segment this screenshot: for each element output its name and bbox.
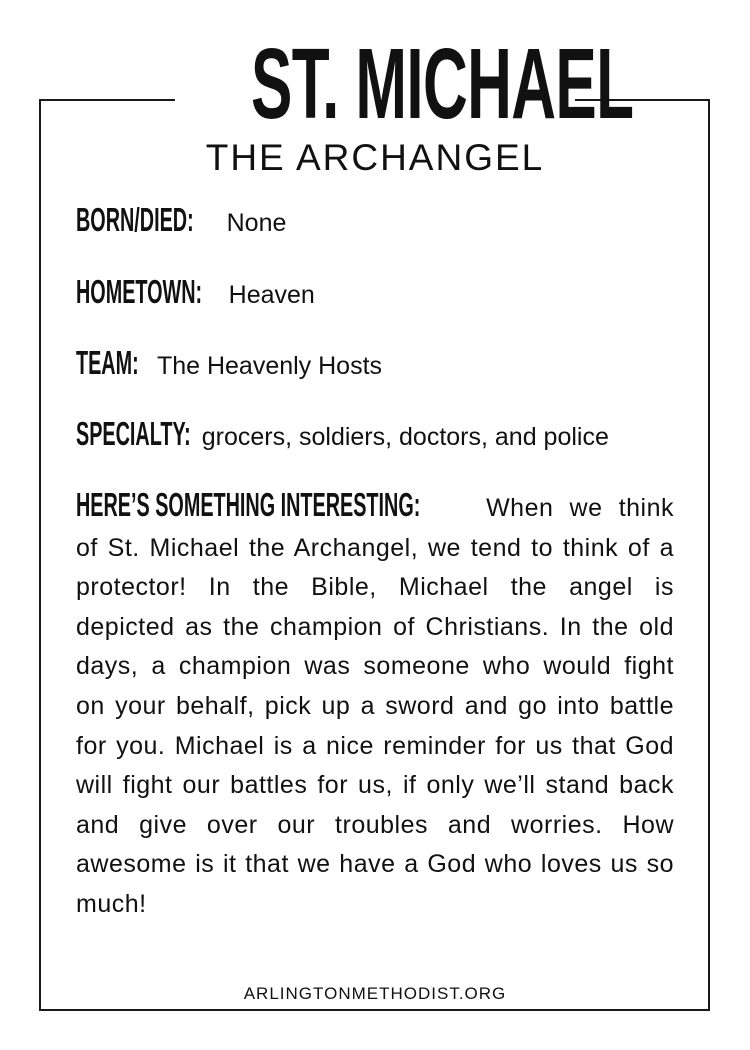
field-value-team: The Heavenly Hosts [156,352,383,380]
story-text: When we think of St. Michael the Archangel, we tend to think of a protector! In the Bible, Michael the angel is depicted as the champion of Christians. In the old days, a champion was someone who would fight on your behalf, pick up a sword and go into battle for you. Michael is a nice reminder for us that God will fight our battles for us, if only we’ll stand back and give over our troubles and worries. How awesome is it that we have a God who loves us so much! [76,494,674,918]
footer-website: ARLINGTONMETHODIST.ORG [243,984,507,1003]
field-team [76,343,676,386]
field-label-hometown: HOMETOWN: [76,273,203,310]
title-block [175,28,634,180]
main-title: ST. MICHAEL [251,28,634,140]
story-label: HERE’S SOMETHING INTERESTING: [76,486,421,523]
field-label-team: TEAM: [76,344,139,381]
field-value-hometown: Heaven [228,281,315,309]
field-value-specialty: grocers, soldiers, doctors, and police [201,423,609,451]
field-label-specialty: SPECIALTY: [76,415,191,452]
field-born-died [76,200,676,243]
field-hometown [76,272,676,315]
field-value-born-died: None [226,209,287,237]
story-paragraph [76,485,674,925]
field-label-born-died: BORN/DIED: [76,201,194,238]
sub-title: THE ARCHANGEL [205,137,545,178]
field-specialty [76,414,676,457]
